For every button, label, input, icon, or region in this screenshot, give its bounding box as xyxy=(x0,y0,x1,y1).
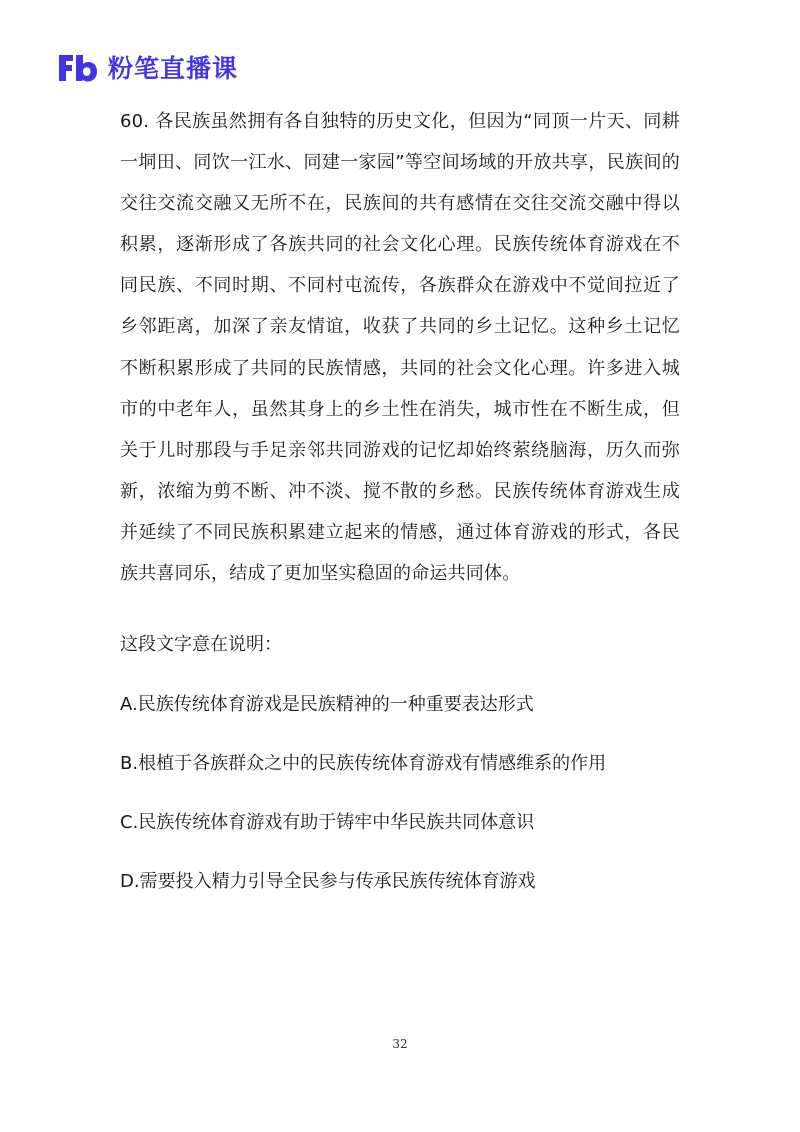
question-stem: 60. 各民族虽然拥有各自独特的历史文化，但因为“同顶一片天、同耕一垌田、同饮一江水、同建一家园”等空间场域的开放共享，民族间的交往交流交融又无所不在，民族间的共有感情在交往交流交融中得以积累，逐渐形成了各族共同的社会文化心理。民族传统体育游戏在不同民族、不同时期、不同村屯流传，各族群众在游戏中不觉间拉近了乡邻距离，加深了亲友情谊，收获了共同的乡土记忆。这种乡土记忆不断积累形成了共同的民族情感，共同的社会文化心理。许多进入城市的中老年人，虽然其身上的乡土性在消失，城市性在不断生成，但关于儿时那段与手足亲邻共同游戏的记忆却始终萦绕脑海，历久而弥新，浓缩为剪不断、冲不淡、搅不散的乡愁。民族传统体育游戏生成并延续了不同民族积累建立起来的情感，通过体育游戏的形式，各民族共喜同乐，结成了更加坚实稳固的命运共同体。 xyxy=(120,111,680,585)
option-c: C.民族传统体育游戏有助于铸牢中华民族共同体意识 xyxy=(120,812,535,834)
page-number: 32 xyxy=(392,1037,408,1051)
question-content xyxy=(120,101,680,926)
answer-options xyxy=(120,690,680,897)
fb-logo-icon xyxy=(56,51,100,85)
option-d: D.需要投入精力引导全民参与传承民族传统体育游戏 xyxy=(120,871,536,893)
brand-title: 粉笔直播课 xyxy=(108,53,239,83)
option-a: A.民族传统体育游戏是民族精神的一种重要表达形式 xyxy=(120,694,534,716)
page-header xyxy=(56,48,238,88)
question-prompt: 这段文字意在说明： xyxy=(120,634,282,656)
option-b: B.根植于各族群众之中的民族传统体育游戏有情感维系的作用 xyxy=(120,753,607,775)
